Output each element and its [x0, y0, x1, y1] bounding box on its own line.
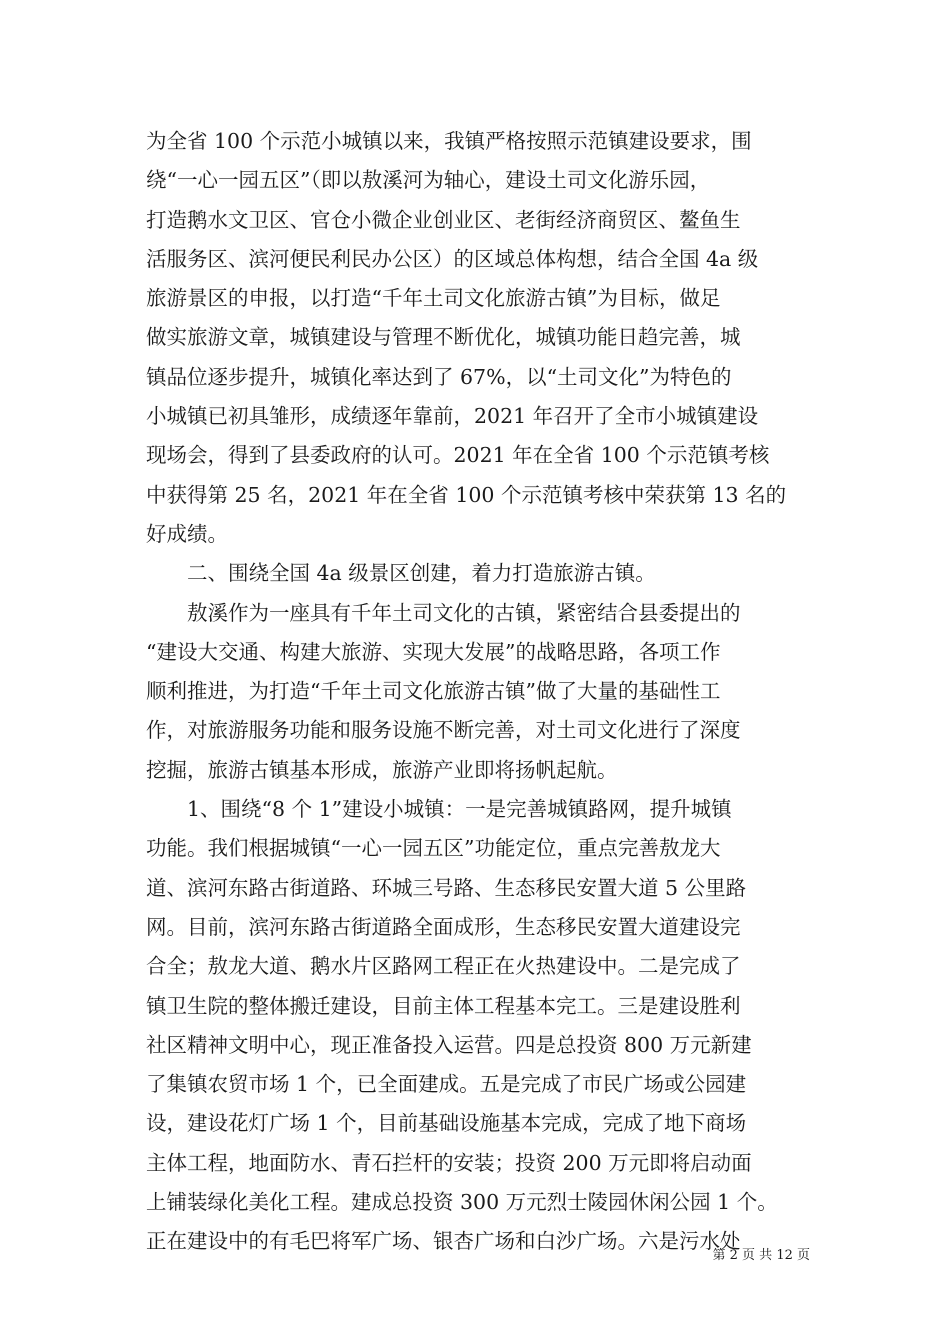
text-line: 正在建设中的有毛巴将军广场、银杏广场和白沙广场。六是污水处 [146, 1229, 741, 1254]
page-number: 第 2 页 共 12 页 [712, 1248, 810, 1263]
text-line: 镇卫生院的整体搬迁建设，目前主体工程基本完工。三是建设胜利 [146, 993, 741, 1018]
text-line: 小城镇已初具雏形，成绩逐年靠前，2021 年召开了全市小城镇建设 [146, 404, 759, 429]
text-line: 1、围绕“8 个 1”建设小城镇：一是完善城镇路网，提升城镇 [187, 797, 732, 822]
text-line: 主体工程，地面防水、青石拦杆的安装；投资 200 万元即将启动面 [146, 1150, 752, 1175]
text-line: 作，对旅游服务功能和服务设施不断完善，对土司文化进行了深度 [146, 718, 741, 743]
text-line: 社区精神文明中心，现正准备投入运营。四是总投资 800 万元新建 [146, 1032, 752, 1057]
text-line: “建设大交通、构建大旅游、实现大发展”的战略思路，各项工作 [146, 639, 721, 664]
text-line: 打造鹅水文卫区、官仓小微企业创业区、老街经济商贸区、鳌鱼生 [146, 207, 741, 232]
text-line: 合全；敖龙大道、鹅水片区路网工程正在火热建设中。二是完成了 [146, 954, 741, 979]
text-line: 为全省 100 个示范小城镇以来，我镇严格按照示范镇建设要求，围 [146, 129, 752, 153]
body-text [146, 122, 808, 1262]
text-line: 好成绩。 [146, 521, 228, 546]
text-line: 设，建设花灯广场 1 个，目前基础设施基本完成，完成了地下商场 [146, 1111, 747, 1136]
text-line: 顺利推进，为打造“千年土司文化旅游古镇”做了大量的基础性工 [146, 679, 721, 704]
text-line: 挖掘，旅游古镇基本形成，旅游产业即将扬帆起航。 [146, 757, 618, 782]
section-heading: 二、围绕全国 4a 级景区创建，着力打造旅游古镇。 [187, 561, 656, 586]
text-line: 中获得第 25 名，2021 年在全省 100 个示范镇考核中荣获第 13 名的 [146, 482, 787, 507]
text-line: 道、滨河东路古街道路、环城三号路、生态移民安置大道 5 公里路 [146, 875, 747, 900]
text-line: 绕“一心一园五区”（即以敖溪河为轴心，建设土司文化游乐园， [146, 168, 711, 193]
text-line: 现场会，得到了县委政府的认可。2021 年在全省 100 个示范镇考核 [146, 443, 770, 468]
text-line: 活服务区、滨河便民利民办公区）的区域总体构想，结合全国 4a 级 [146, 246, 759, 271]
text-line: 功能。我们根据城镇“一心一园五区”功能定位，重点完善敖龙大 [146, 836, 721, 861]
text-line: 敖溪作为一座具有千年土司文化的古镇，紧密结合县委提出的 [187, 600, 741, 625]
text-line: 镇品位逐步提升，城镇化率达到了 67%，以“土司文化”为特色的 [146, 364, 732, 389]
text-line: 上铺装绿化美化工程。建成总投资 300 万元烈士陵园休闲公园 1 个。 [146, 1190, 778, 1215]
text-line: 旅游景区的申报，以打造“千年土司文化旅游古镇”为目标，做足 [146, 286, 721, 311]
text-line: 了集镇农贸市场 1 个，已全面建成。五是完成了市民广场或公园建 [146, 1072, 747, 1097]
text-line: 做实旅游文章，城镇建设与管理不断优化，城镇功能日趋完善，城 [146, 325, 741, 350]
text-line: 网。目前，滨河东路古街道路全面成形，生态移民安置大道建设完 [146, 914, 741, 939]
